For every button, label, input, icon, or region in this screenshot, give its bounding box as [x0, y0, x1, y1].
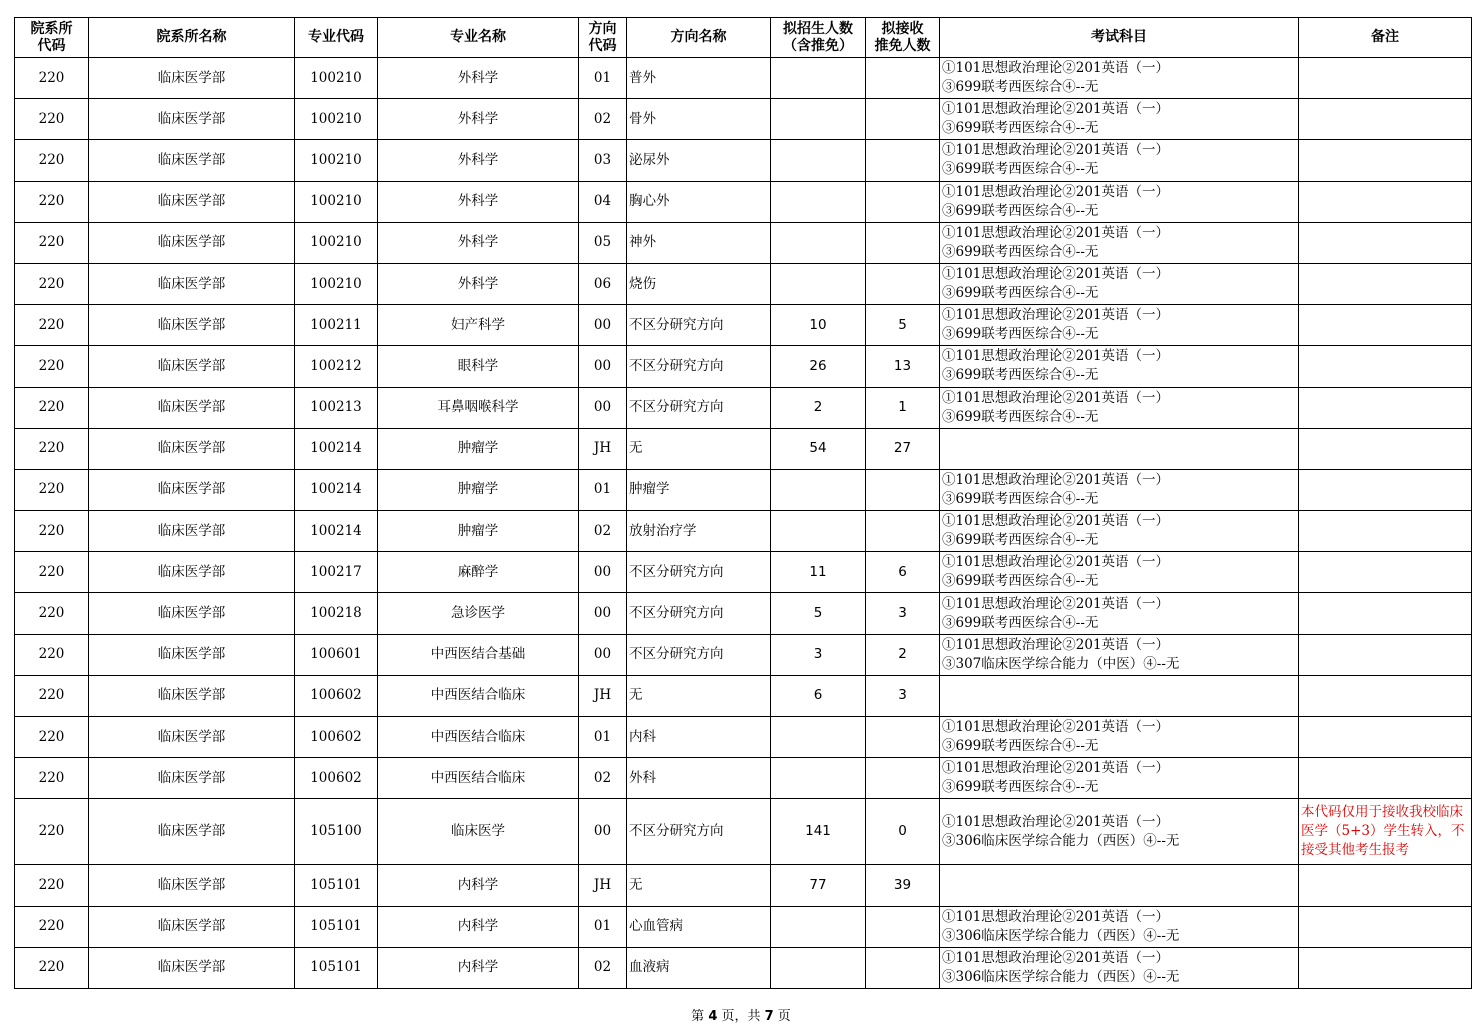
- exam-line: ①101思想政治理论②201英语（一）: [942, 389, 1170, 406]
- cell-major-code: 100210: [295, 181, 378, 222]
- cell-major-code: 100210: [295, 99, 378, 140]
- cell-enroll: 10: [771, 305, 866, 346]
- cell-dir-name: 骨外: [627, 99, 771, 140]
- cell-dept-code: 220: [15, 758, 89, 799]
- cell-exam: [940, 799, 1299, 865]
- cell-exempt: 27: [866, 428, 940, 469]
- footer-suffix: 页: [773, 1009, 791, 1024]
- cell-note: [1299, 906, 1472, 947]
- cell-dir-code: 02: [579, 947, 627, 988]
- cell-exempt: [866, 181, 940, 222]
- cell-exam: [940, 758, 1299, 799]
- cell-dir-name: 肿瘤学: [627, 469, 771, 510]
- cell-note: [1299, 675, 1472, 716]
- cell-dept-code: 220: [15, 346, 89, 387]
- cell-exam: [940, 675, 1299, 716]
- cell-major-code: 100602: [295, 675, 378, 716]
- cell-dept-name: 临床医学部: [89, 222, 295, 263]
- cell-dept-name: 临床医学部: [89, 675, 295, 716]
- cell-dept-code: 220: [15, 222, 89, 263]
- cell-exam: [940, 717, 1299, 758]
- cell-major-name: 眼科学: [378, 346, 579, 387]
- cell-exam: [940, 511, 1299, 552]
- cell-major-name: 外科学: [378, 181, 579, 222]
- exam-line: ③699联考西医综合④--无: [942, 367, 1099, 384]
- cell-note: [1299, 99, 1472, 140]
- cell-major-code: 100217: [295, 552, 378, 593]
- cell-exam: [940, 428, 1299, 469]
- cell-dept-code: 220: [15, 469, 89, 510]
- exam-line: ①101思想政治理论②201英语（一）: [942, 636, 1170, 653]
- footer-total-pages: 7: [764, 1009, 774, 1024]
- cell-enroll: [771, 511, 866, 552]
- cell-note: [1299, 222, 1472, 263]
- cell-dir-code: 04: [579, 181, 627, 222]
- table-row: [15, 552, 1472, 593]
- exam-line: ③699联考西医综合④--无: [942, 79, 1099, 96]
- cell-dept-name: 临床医学部: [89, 99, 295, 140]
- exam-line: ③306临床医学综合能力（西医）④--无: [942, 968, 1180, 985]
- cell-exempt: [866, 140, 940, 181]
- header-exam: 考试科目: [940, 18, 1299, 58]
- exam-line: ①101思想政治理论②201英语（一）: [942, 60, 1170, 77]
- cell-dept-code: 220: [15, 387, 89, 428]
- cell-dept-code: 220: [15, 593, 89, 634]
- cell-major-name: 急诊医学: [378, 593, 579, 634]
- cell-dept-name: 临床医学部: [89, 511, 295, 552]
- exam-line: ③699联考西医综合④--无: [942, 614, 1099, 631]
- cell-dir-code: 00: [579, 346, 627, 387]
- cell-exempt: [866, 99, 940, 140]
- cell-enroll: 2: [771, 387, 866, 428]
- cell-enroll: 11: [771, 552, 866, 593]
- cell-dept-name: 临床医学部: [89, 552, 295, 593]
- cell-major-name: 外科学: [378, 263, 579, 304]
- cell-dept-code: 220: [15, 305, 89, 346]
- cell-major-name: 中西医结合临床: [378, 758, 579, 799]
- cell-note: [1299, 634, 1472, 675]
- table-row: [15, 675, 1472, 716]
- exam-line: ③699联考西医综合④--无: [942, 738, 1099, 755]
- cell-major-name: 临床医学: [378, 799, 579, 865]
- cell-enroll: 54: [771, 428, 866, 469]
- exam-line: ③699联考西医综合④--无: [942, 120, 1099, 137]
- exam-line: ③306临床医学综合能力（西医）④--无: [942, 832, 1180, 849]
- cell-exempt: [866, 717, 940, 758]
- cell-note: [1299, 947, 1472, 988]
- cell-dir-name: 无: [627, 865, 771, 906]
- cell-enroll: 6: [771, 675, 866, 716]
- cell-major-code: 100210: [295, 263, 378, 304]
- exam-line: ③699联考西医综合④--无: [942, 285, 1099, 302]
- cell-enroll: [771, 181, 866, 222]
- exam-line: ①101思想政治理论②201英语（一）: [942, 471, 1170, 488]
- cell-exempt: 39: [866, 865, 940, 906]
- table-row: [15, 511, 1472, 552]
- cell-note: [1299, 428, 1472, 469]
- cell-dir-code: 02: [579, 99, 627, 140]
- cell-major-code: 100210: [295, 140, 378, 181]
- cell-enroll: [771, 947, 866, 988]
- cell-major-code: 100214: [295, 511, 378, 552]
- cell-exam: [940, 593, 1299, 634]
- table-row: [15, 906, 1472, 947]
- cell-major-name: 中西医结合基础: [378, 634, 579, 675]
- cell-major-code: 100211: [295, 305, 378, 346]
- cell-major-code: 100602: [295, 758, 378, 799]
- cell-dir-name: 不区分研究方向: [627, 387, 771, 428]
- cell-dir-code: 02: [579, 758, 627, 799]
- exam-line: ③699联考西医综合④--无: [942, 408, 1099, 425]
- cell-dir-code: 05: [579, 222, 627, 263]
- cell-dir-name: 不区分研究方向: [627, 305, 771, 346]
- cell-dept-code: 220: [15, 947, 89, 988]
- cell-exam: [940, 906, 1299, 947]
- exam-line: ③699联考西医综合④--无: [942, 243, 1099, 260]
- cell-dept-name: 临床医学部: [89, 947, 295, 988]
- cell-enroll: [771, 58, 866, 99]
- cell-dir-name: 胸心外: [627, 181, 771, 222]
- footer-middle: 页，共: [717, 1009, 765, 1024]
- cell-dept-name: 临床医学部: [89, 799, 295, 865]
- exam-line: ③699联考西医综合④--无: [942, 490, 1099, 507]
- cell-dir-code: 00: [579, 634, 627, 675]
- cell-enroll: [771, 758, 866, 799]
- exam-line: ①101思想政治理论②201英语（一）: [942, 513, 1170, 530]
- exam-line: ①101思想政治理论②201英语（一）: [942, 224, 1170, 241]
- cell-dept-name: 临床医学部: [89, 58, 295, 99]
- table-row: [15, 428, 1472, 469]
- cell-major-code: 100212: [295, 346, 378, 387]
- cell-dept-name: 临床医学部: [89, 469, 295, 510]
- cell-dir-code: 01: [579, 58, 627, 99]
- cell-dept-code: 220: [15, 865, 89, 906]
- cell-exam: [940, 346, 1299, 387]
- cell-enroll: 3: [771, 634, 866, 675]
- cell-dept-name: 临床医学部: [89, 428, 295, 469]
- cell-dept-code: 220: [15, 181, 89, 222]
- cell-dept-code: 220: [15, 906, 89, 947]
- cell-enroll: 5: [771, 593, 866, 634]
- cell-major-name: 外科学: [378, 58, 579, 99]
- cell-note: [1299, 552, 1472, 593]
- cell-major-code: 105101: [295, 906, 378, 947]
- table-row: [15, 865, 1472, 906]
- exam-line: ③307临床医学综合能力（中医）④--无: [942, 655, 1180, 672]
- cell-exempt: 3: [866, 593, 940, 634]
- footer-page-number: 4: [708, 1009, 718, 1024]
- cell-exempt: [866, 58, 940, 99]
- table-row: [15, 634, 1472, 675]
- table-row: [15, 99, 1472, 140]
- cell-dir-name: 血液病: [627, 947, 771, 988]
- table-row: [15, 469, 1472, 510]
- cell-dir-code: 00: [579, 387, 627, 428]
- cell-major-name: 内科学: [378, 906, 579, 947]
- cell-major-name: 妇产科学: [378, 305, 579, 346]
- exam-line: ③699联考西医综合④--无: [942, 161, 1099, 178]
- admissions-table: [14, 17, 1472, 989]
- table-row: [15, 799, 1472, 865]
- cell-dept-name: 临床医学部: [89, 181, 295, 222]
- table-row: [15, 263, 1472, 304]
- cell-note: [1299, 263, 1472, 304]
- cell-exam: [940, 222, 1299, 263]
- cell-major-code: 100218: [295, 593, 378, 634]
- table-row: [15, 593, 1472, 634]
- table-row: [15, 947, 1472, 988]
- exam-line: ①101思想政治理论②201英语（一）: [942, 266, 1170, 283]
- cell-major-code: 105101: [295, 947, 378, 988]
- cell-dir-name: 不区分研究方向: [627, 634, 771, 675]
- cell-dir-name: 不区分研究方向: [627, 346, 771, 387]
- table-row: [15, 181, 1472, 222]
- cell-dept-code: 220: [15, 263, 89, 304]
- cell-dept-name: 临床医学部: [89, 346, 295, 387]
- exam-line: ①101思想政治理论②201英语（一）: [942, 142, 1170, 159]
- cell-dept-code: 220: [15, 58, 89, 99]
- cell-exam: [940, 181, 1299, 222]
- cell-dir-code: 02: [579, 511, 627, 552]
- header-enroll: 拟招生人数 （含推免）: [771, 18, 866, 58]
- page-footer: [0, 1005, 1482, 1024]
- cell-major-code: 105100: [295, 799, 378, 865]
- cell-major-name: 肿瘤学: [378, 428, 579, 469]
- cell-dir-code: JH: [579, 428, 627, 469]
- cell-major-code: 105101: [295, 865, 378, 906]
- cell-dir-code: 00: [579, 593, 627, 634]
- exam-line: ①101思想政治理论②201英语（一）: [942, 307, 1170, 324]
- cell-enroll: [771, 469, 866, 510]
- cell-major-code: 100602: [295, 717, 378, 758]
- cell-major-code: 100601: [295, 634, 378, 675]
- exam-line: ①101思想政治理论②201英语（一）: [942, 813, 1170, 830]
- cell-dept-name: 临床医学部: [89, 263, 295, 304]
- cell-note: [1299, 593, 1472, 634]
- cell-exam: [940, 140, 1299, 181]
- cell-exam: [940, 305, 1299, 346]
- cell-dir-code: 01: [579, 469, 627, 510]
- cell-major-name: 麻醉学: [378, 552, 579, 593]
- exam-line: ③699联考西医综合④--无: [942, 202, 1099, 219]
- exam-line: ①101思想政治理论②201英语（一）: [942, 554, 1170, 571]
- cell-dept-code: 220: [15, 99, 89, 140]
- header-dept-code: 院系所 代码: [15, 18, 89, 58]
- cell-exempt: [866, 511, 940, 552]
- cell-note: [1299, 469, 1472, 510]
- cell-exempt: [866, 469, 940, 510]
- cell-dept-code: 220: [15, 140, 89, 181]
- cell-dir-code: 01: [579, 717, 627, 758]
- cell-dir-code: 06: [579, 263, 627, 304]
- cell-dir-name: 内科: [627, 717, 771, 758]
- cell-note: 本代码仅用于接收我校临床医学（5+3）学生转入，不接受其他考生报考: [1299, 799, 1472, 865]
- header-exempt: 拟接收 推免人数: [866, 18, 940, 58]
- cell-major-name: 肿瘤学: [378, 511, 579, 552]
- cell-major-code: 100214: [295, 469, 378, 510]
- exam-line: ①101思想政治理论②201英语（一）: [942, 183, 1170, 200]
- cell-dir-name: 不区分研究方向: [627, 552, 771, 593]
- cell-exempt: [866, 263, 940, 304]
- table-row: [15, 717, 1472, 758]
- cell-note: [1299, 865, 1472, 906]
- cell-dept-name: 临床医学部: [89, 140, 295, 181]
- cell-dir-name: 心血管病: [627, 906, 771, 947]
- cell-dept-name: 临床医学部: [89, 758, 295, 799]
- cell-major-name: 耳鼻咽喉科学: [378, 387, 579, 428]
- cell-exempt: [866, 906, 940, 947]
- cell-exam: [940, 947, 1299, 988]
- exam-line: ③699联考西医综合④--无: [942, 779, 1099, 796]
- cell-enroll: [771, 140, 866, 181]
- header-dept-name: 院系所名称: [89, 18, 295, 58]
- cell-dir-code: 00: [579, 305, 627, 346]
- table-row: [15, 222, 1472, 263]
- cell-dept-code: 220: [15, 428, 89, 469]
- cell-dir-name: 普外: [627, 58, 771, 99]
- cell-dir-code: 01: [579, 906, 627, 947]
- exam-line: ①101思想政治理论②201英语（一）: [942, 719, 1170, 736]
- cell-enroll: [771, 222, 866, 263]
- cell-note: [1299, 346, 1472, 387]
- cell-exempt: [866, 222, 940, 263]
- cell-enroll: 141: [771, 799, 866, 865]
- cell-dir-name: 泌尿外: [627, 140, 771, 181]
- cell-exempt: 6: [866, 552, 940, 593]
- cell-dir-name: 神外: [627, 222, 771, 263]
- cell-dir-code: 00: [579, 552, 627, 593]
- cell-dept-code: 220: [15, 717, 89, 758]
- header-note: 备注: [1299, 18, 1472, 58]
- cell-major-name: 外科学: [378, 222, 579, 263]
- exam-line: ①101思想政治理论②201英语（一）: [942, 908, 1170, 925]
- cell-enroll: [771, 717, 866, 758]
- cell-dept-code: 220: [15, 634, 89, 675]
- cell-dept-name: 临床医学部: [89, 906, 295, 947]
- cell-dir-code: JH: [579, 865, 627, 906]
- cell-major-name: 外科学: [378, 140, 579, 181]
- header-dir-code: 方向 代码: [579, 18, 627, 58]
- cell-dir-name: 无: [627, 428, 771, 469]
- table-body: [15, 58, 1472, 989]
- cell-dept-name: 临床医学部: [89, 305, 295, 346]
- footer-prefix: 第: [691, 1009, 709, 1024]
- cell-enroll: [771, 263, 866, 304]
- exam-line: ①101思想政治理论②201英语（一）: [942, 348, 1170, 365]
- cell-exam: [940, 263, 1299, 304]
- cell-dept-name: 临床医学部: [89, 865, 295, 906]
- cell-dept-name: 临床医学部: [89, 634, 295, 675]
- cell-exam: [940, 99, 1299, 140]
- cell-dept-name: 临床医学部: [89, 717, 295, 758]
- cell-enroll: [771, 99, 866, 140]
- cell-dept-code: 220: [15, 511, 89, 552]
- cell-note: [1299, 717, 1472, 758]
- cell-exam: [940, 387, 1299, 428]
- table-row: [15, 387, 1472, 428]
- cell-major-name: 内科学: [378, 947, 579, 988]
- cell-major-code: 100213: [295, 387, 378, 428]
- cell-major-code: 100210: [295, 222, 378, 263]
- header-dir-name: 方向名称: [627, 18, 771, 58]
- table-row: [15, 140, 1472, 181]
- exam-line: ③699联考西医综合④--无: [942, 326, 1099, 343]
- cell-dept-code: 220: [15, 552, 89, 593]
- cell-dir-name: 不区分研究方向: [627, 799, 771, 865]
- cell-exempt: [866, 758, 940, 799]
- cell-major-code: 100214: [295, 428, 378, 469]
- cell-dir-code: JH: [579, 675, 627, 716]
- exam-line: ①101思想政治理论②201英语（一）: [942, 949, 1170, 966]
- cell-note: [1299, 387, 1472, 428]
- cell-exempt: [866, 947, 940, 988]
- exam-line: ①101思想政治理论②201英语（一）: [942, 101, 1170, 118]
- cell-major-name: 中西医结合临床: [378, 717, 579, 758]
- cell-exempt: 1: [866, 387, 940, 428]
- cell-dept-name: 临床医学部: [89, 593, 295, 634]
- cell-exempt: 3: [866, 675, 940, 716]
- cell-exempt: 0: [866, 799, 940, 865]
- cell-major-code: 100210: [295, 58, 378, 99]
- cell-note: [1299, 58, 1472, 99]
- cell-note: [1299, 181, 1472, 222]
- exam-line: ③306临床医学综合能力（西医）④--无: [942, 927, 1180, 944]
- cell-exam: [940, 634, 1299, 675]
- cell-major-name: 肿瘤学: [378, 469, 579, 510]
- exam-line: ③699联考西医综合④--无: [942, 532, 1099, 549]
- cell-major-name: 外科学: [378, 99, 579, 140]
- table-row: [15, 758, 1472, 799]
- cell-dir-name: 烧伤: [627, 263, 771, 304]
- cell-dir-name: 放射治疗学: [627, 511, 771, 552]
- cell-dir-code: 03: [579, 140, 627, 181]
- cell-major-name: 内科学: [378, 865, 579, 906]
- cell-note: [1299, 305, 1472, 346]
- cell-dir-name: 无: [627, 675, 771, 716]
- cell-note: [1299, 511, 1472, 552]
- cell-dir-name: 不区分研究方向: [627, 593, 771, 634]
- cell-exempt: 13: [866, 346, 940, 387]
- cell-dept-code: 220: [15, 675, 89, 716]
- table-row: [15, 346, 1472, 387]
- cell-enroll: [771, 906, 866, 947]
- cell-note: [1299, 140, 1472, 181]
- cell-dept-code: 220: [15, 799, 89, 865]
- table-row: [15, 58, 1472, 99]
- cell-enroll: 77: [771, 865, 866, 906]
- table-row: [15, 305, 1472, 346]
- cell-note: [1299, 758, 1472, 799]
- cell-exam: [940, 58, 1299, 99]
- cell-exempt: 2: [866, 634, 940, 675]
- cell-exempt: 5: [866, 305, 940, 346]
- exam-line: ③699联考西医综合④--无: [942, 573, 1099, 590]
- cell-dept-name: 临床医学部: [89, 387, 295, 428]
- header-row: [15, 18, 1472, 58]
- header-major-code: 专业代码: [295, 18, 378, 58]
- exam-line: ①101思想政治理论②201英语（一）: [942, 595, 1170, 612]
- cell-dir-name: 外科: [627, 758, 771, 799]
- cell-enroll: 26: [771, 346, 866, 387]
- cell-exam: [940, 552, 1299, 593]
- cell-dir-code: 00: [579, 799, 627, 865]
- cell-exam: [940, 865, 1299, 906]
- cell-major-name: 中西医结合临床: [378, 675, 579, 716]
- exam-line: ①101思想政治理论②201英语（一）: [942, 760, 1170, 777]
- cell-exam: [940, 469, 1299, 510]
- header-major-name: 专业名称: [378, 18, 579, 58]
